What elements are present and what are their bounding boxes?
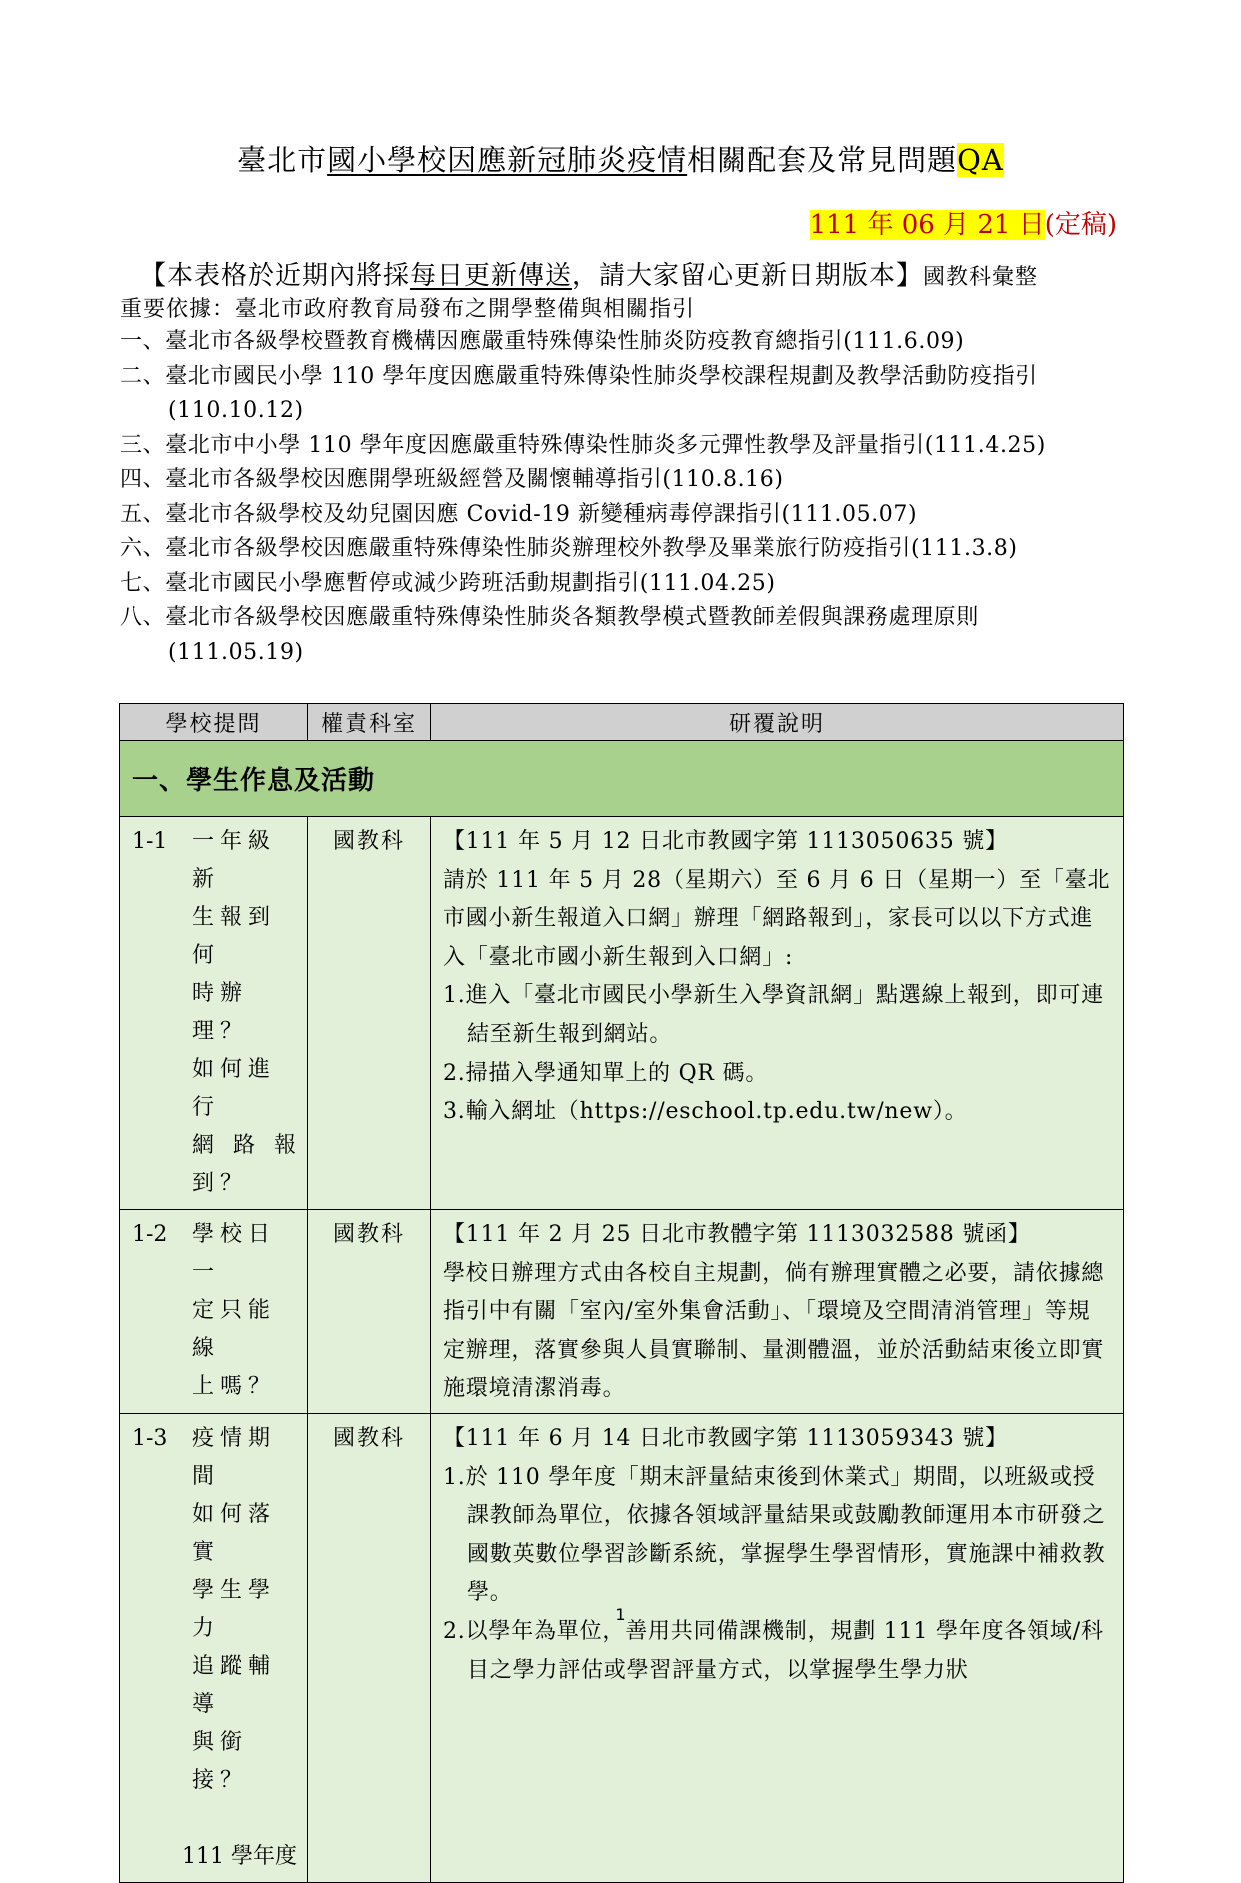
table-header-row xyxy=(120,704,1124,741)
question-line: 上嗎？ xyxy=(192,1374,277,1399)
header-answer: 研覆說明 xyxy=(431,704,1124,741)
table-row xyxy=(120,1413,1124,1882)
title-middle: 相關配套及常見問題 xyxy=(687,143,958,177)
reference-item xyxy=(120,429,1120,464)
question-line: 追蹤輔導 xyxy=(192,1653,277,1717)
question-number: 1-1 xyxy=(132,829,168,854)
question-number: 1-3 xyxy=(132,1425,168,1451)
question-number: 1-2 xyxy=(132,1222,168,1247)
question-line: 學生學力 xyxy=(192,1577,277,1641)
reference-text: 四、臺北市各級學校因應開學班級經營及關懷輔導指引(110.8.16) xyxy=(120,467,784,492)
title-underlined: 國小學校因應新冠肺炎疫情 xyxy=(327,143,688,177)
reference-item xyxy=(120,601,1120,670)
question-line: 學校日一 xyxy=(192,1222,277,1285)
department-cell: 國教科 xyxy=(308,1413,431,1882)
question-cell xyxy=(120,1413,308,1882)
department-cell: 國教科 xyxy=(308,817,431,1210)
section-title: 一、學生作息及活動 xyxy=(120,741,1124,817)
question-line: 如何進行 xyxy=(192,1057,277,1120)
answer-paragraph: 學校日辦理方式由各校自主規劃，倘有辦理實體之必要，請依據總指引中有關「室內/室外集會活動」、「環境及空間清消管理」等規定辦理，落實參與人員實聯制、量測體溫，並於活動結束後立即實施環境清潔消毒。 xyxy=(443,1260,1105,1402)
answer-paragraph: 請於 111 年 5 月 28（星期六）至 6 月 6 日（星期一）至「臺北市國小新生報道入口網」辦理「網路報到」，家長可以以下方式進入「臺北市國小新生報到入口網」: xyxy=(443,867,1111,970)
reference-item xyxy=(120,532,1120,567)
answer-list-item: 3.輸入網址（https://eschool.tp.edu.tw/new）。 xyxy=(443,1099,968,1125)
reference-text: 五、臺北市各級學校及幼兒園因應 Covid-19 新變種病毒停課指引(111.05.07) xyxy=(120,501,918,527)
revision-status: (定稿) xyxy=(1044,210,1117,240)
notice-open: 【本表格於近期內將採 xyxy=(140,261,411,291)
section-row xyxy=(120,741,1124,817)
question-cell xyxy=(120,817,308,1210)
reference-item xyxy=(120,360,1120,429)
basis-line: 重要依據：臺北市政府教育局發布之開學整備與相關指引 xyxy=(120,297,696,322)
reference-text: 六、臺北市各級學校因應嚴重特殊傳染性肺炎辦理校外教學及畢業旅行防疫指引(111.3.8) xyxy=(120,536,1018,561)
answer-cell xyxy=(431,1210,1124,1414)
question-line: 網 路 報 xyxy=(192,1133,302,1158)
qa-table xyxy=(119,703,1124,1883)
title-highlighted: QA xyxy=(957,143,1004,177)
title-prefix: 臺北市 xyxy=(237,143,328,177)
notice-compiler: 國教科彙整 xyxy=(923,265,1039,290)
answer-paragraph: 【111 年 5 月 12 日北市教國字第 1113050635 號】 xyxy=(443,829,1008,854)
table-row xyxy=(120,817,1124,1210)
answer-list-item: 1.於 110 學年度「期末評量結束後到休業式」期間，以班級或授課教師為單位，依據各領域評量結果或鼓勵教師運用本市研發之國數英數位學習診斷系統，掌握學生學習情形，實施課中補救教學。 xyxy=(443,1464,1106,1606)
question-line: 一年級新 xyxy=(192,829,277,892)
reference-item xyxy=(120,567,1120,602)
page-title xyxy=(0,138,1241,179)
question-line: 生報到何 xyxy=(192,905,277,968)
answer-cell xyxy=(431,1413,1124,1882)
reference-item xyxy=(120,325,1120,360)
reference-item xyxy=(120,498,1120,533)
header-question: 學校提問 xyxy=(120,704,308,741)
reference-text: 八、臺北市各級學校因應嚴重特殊傳染性肺炎各類教學模式暨教師差假與課務處理原則 xyxy=(120,605,979,630)
answer-paragraph: 【111 年 6 月 14 日北市教國字第 1113059343 號】 xyxy=(443,1425,1008,1451)
question-line: 與銜接？ xyxy=(192,1729,249,1793)
question-cell xyxy=(120,1210,308,1414)
question-line: 如何落實 xyxy=(192,1501,277,1565)
notice-close: ，請大家留心更新日期版本】 xyxy=(572,261,924,291)
department-cell: 國教科 xyxy=(308,1210,431,1414)
question-line: 疫情期間 xyxy=(192,1425,277,1489)
answer-paragraph: 【111 年 2 月 25 日北市教體字第 1113032588 號函】 xyxy=(443,1222,1031,1247)
reference-text: 一、臺北市各級學校暨教育機構因應嚴重特殊傳染性肺炎防疫教育總指引(111.6.09) xyxy=(120,329,965,354)
notice-underlined: 每日更新傳送 xyxy=(410,261,573,291)
reference-text: 七、臺北市國民小學應暫停或減少跨班活動規劃指引(111.04.25) xyxy=(120,570,776,596)
reference-text: 二、臺北市國民小學 110 學年度因應嚴重特殊傳染性肺炎學校課程規劃及教學活動防疫指引 xyxy=(120,363,1038,389)
page-number: 1 xyxy=(615,1605,626,1624)
question-line: 到？ xyxy=(192,1171,249,1196)
answer-list-item: 2.掃描入學通知單上的 QR 碼。 xyxy=(443,1060,769,1086)
answer-list-item: 2.以學年為單位，善用共同備課機制，規劃 111 學年度各領域/科目之學力評估或學習評量方式，以掌握學生學力狀 xyxy=(443,1618,1104,1683)
reference-continuation: (111.05.19) xyxy=(168,639,304,665)
header-department: 權責科室 xyxy=(308,704,431,741)
reference-text: 三、臺北市中小學 110 學年度因應嚴重特殊傳染性肺炎多元彈性教學及評量指引(111.4.25) xyxy=(120,432,1046,458)
answer-cell xyxy=(431,817,1124,1210)
update-notice xyxy=(140,255,1038,292)
question-line: 時辦理？ xyxy=(192,981,249,1044)
answer-list-item: 1.進入「臺北市國民小學新生入學資訊網」點選線上報到，即可連結至新生報到網站。 xyxy=(443,983,1104,1047)
reference-item xyxy=(120,463,1120,498)
revision-date-value: 111 年 06 月 21 日 xyxy=(809,210,1045,240)
table-row xyxy=(120,1210,1124,1414)
question-extra: 111 學年度 xyxy=(182,1843,297,1869)
reference-continuation: (110.10.12) xyxy=(168,398,304,423)
reference-list xyxy=(120,325,1120,670)
question-line: 定只能線 xyxy=(192,1298,277,1361)
revision-date xyxy=(810,204,1117,241)
